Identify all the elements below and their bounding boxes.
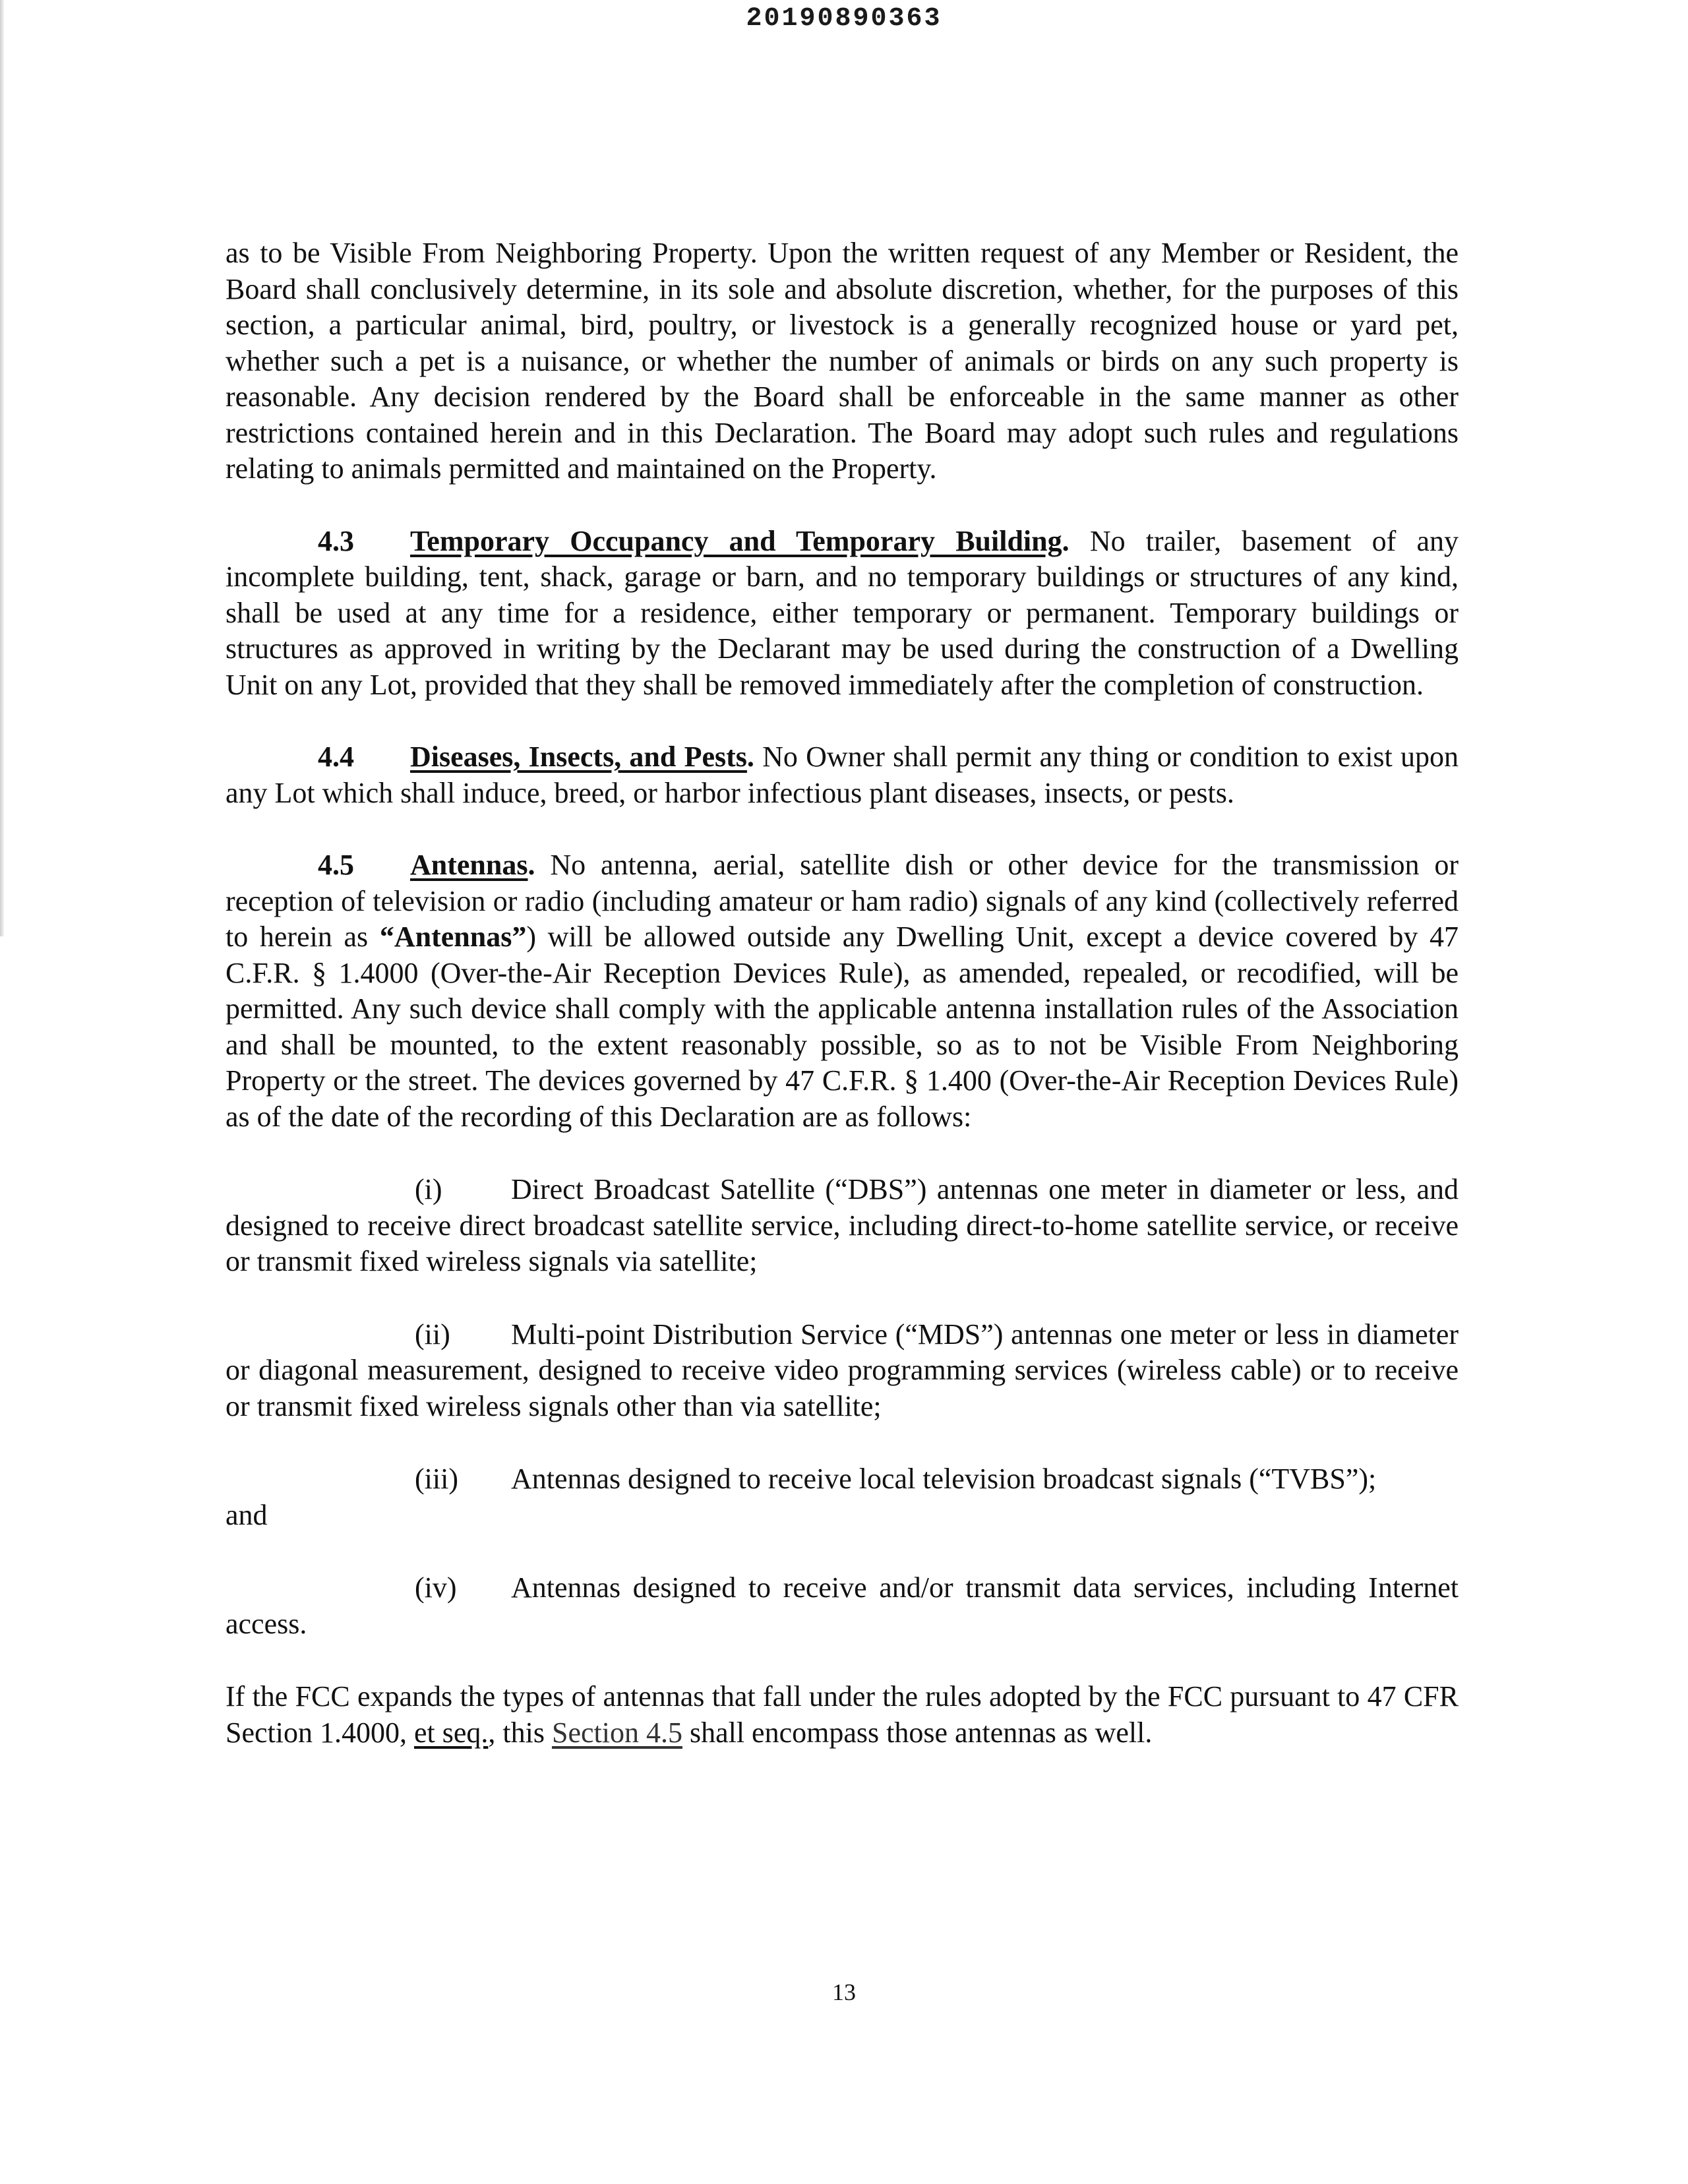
subitem-label: (ii) [415,1318,450,1350]
subitem-text: Direct Broadcast Satellite (“DBS”) antennas one meter in diameter or less, and designed to receive direct broadcast satellite service, including direct-to-home satellite service, or receive or transmit fixed wireless signals via satellite; [226,1173,1459,1277]
section-title: Temporary Occupancy and Temporary Building [410,524,1062,557]
section-text-before: No antenna, aerial, satellite dish or other device for the transmission or reception of television or radio (including amateur or ham radio) signals of any kind (collectively referred to herein as [226,849,1459,953]
subitem-iii-trailing: and [226,1498,268,1531]
section-text: No Owner shall permit any thing or condition to exist upon any Lot which shall induce, breed, or harbor infectious plant diseases, insects, or pests. [226,741,1459,809]
section-title: Diseases, Insects, and Pests [410,741,747,773]
section-number: 4.5 [318,849,354,881]
subitem-iv [226,1570,1459,1642]
subitem-text: Antennas designed to receive local television broadcast signals (“TVBS”); [511,1463,1377,1495]
subitem-label: (iii) [415,1463,458,1495]
closing-text-before: If the FCC expands the types of antennas that fall under the rules adopted by the FCC pursuant to 47 CFR Section 1.4000, [226,1680,1459,1749]
closing-paragraph [226,1679,1459,1751]
section-4-5: 4.5 Antennas. No antenna, aerial, satellite dish or other device for the transmission or reception of television or radio (including amateur or ham radio) signals of any kind (collectively referred to herein as “Antennas”) will be allowed outside any Dwelling Unit, except a device covered by 47 C.F.R. § 1.4000 (Over-the-Air Reception Devices Rule), as amended, repealed, or recodified, will be permitted. Any such device shall comply with the applicable antenna installation rules of the Association and shall be mounted, to the extent reasonably possible, so as to not be Visible From Neighboring Property or the street. The devices governed by 47 C.F.R. § 1.400 (Over-the-Air Reception Devices Rule) as of the date of the recording of this Declaration are as follows: [226,849,1459,1133]
closing-text-middle: , this [488,1716,552,1749]
page-number: 13 [832,1979,856,2005]
section-title: Antennas [410,849,528,881]
subitem-text: Antennas designed to receive and/or transmit data services, including Internet access. [226,1571,1459,1640]
et-seq: et seq. [413,1716,489,1749]
section-4-4: 4.4 Diseases, Insects, and Pests. No Owner shall permit any thing or condition to exist upon any Lot which shall induce, breed, or harbor infectious plant diseases, insects, or pests. [226,741,1459,809]
section-4-3: 4.3 Temporary Occupancy and Temporary Building. No trailer, basement of any incomplete building, tent, shack, garage or barn, and no temporary buildings or structures of any kind, shall be used at any time for a residence, either temporary or permanent. Temporary buildings or structures as approved in writing by the Declarant may be used during the construction of a Dwelling Unit on any Lot, provided that they shall be removed immediately after the completion of construction. [226,524,1459,701]
section-number: 4.4 [318,741,354,773]
subitem-ii [226,1317,1459,1425]
subitem-iii [226,1461,1459,1498]
page-body [226,235,1459,1751]
defined-term: “Antennas” [379,921,527,953]
subitem-text: Multi-point Distribution Service (“MDS”) antennas one meter or less in diameter or diagonal measurement, designed to receive video programming services (wireless cable) or to receive or transmit fixed wireless signals other than via satellite; [226,1318,1459,1422]
section-reference-link[interactable]: Section 4.5 [551,1716,682,1749]
section-text-after: ) will be allowed outside any Dwelling Unit, except a device covered by 47 C.F.R. § 1.4000 (Over-the-Air Reception Devices Rule), as amended, repealed, or recodified, will be permitted. Any such device shall comply with the applicable antenna installation rules of the Association and shall be mounted, to the extent reasonably possible, so as to not be Visible From Neighboring Property or the street. The devices governed by 47 C.F.R. § 1.400 (Over-the-Air Reception Devices Rule) as of the date of the recording of this Declaration are as follows: [226,921,1459,1133]
intro-paragraph: as to be Visible From Neighboring Property. Upon the written request of any Member or Resident, the Board shall conclusively determine, in its sole and absolute discretion, whether, for the purposes of this section, a particular animal, bird, poultry, or livestock is a generally recognized house or yard pet, whether such a pet is a nuisance, or whether the number of animals or birds on any such property is reasonable. Any decision rendered by the Board shall be enforceable in the same manner as other restrictions contained herein and in this Declaration. The Board may adopt such rules and regulations relating to animals permitted and maintained on the Property. [226,237,1459,485]
subitem-i [226,1172,1459,1280]
closing-text-after: shall encompass those antennas as well. [682,1716,1153,1749]
scan-edge-shadow [0,0,4,936]
section-text: No trailer, basement of any incomplete building, tent, shack, garage or barn, and no temporary buildings or structures of any kind, shall be used at any time for a residence, either temporary or permanent. Temporary buildings or structures as approved in writing by the Declarant may be used during the construction of a Dwelling Unit on any Lot, provided that they shall be removed immediately after the completion of construction. [226,524,1459,701]
subitem-label: (i) [415,1173,442,1205]
document-number: 20190890363 [746,4,942,34]
subitem-label: (iv) [415,1571,457,1604]
section-number: 4.3 [318,524,354,557]
